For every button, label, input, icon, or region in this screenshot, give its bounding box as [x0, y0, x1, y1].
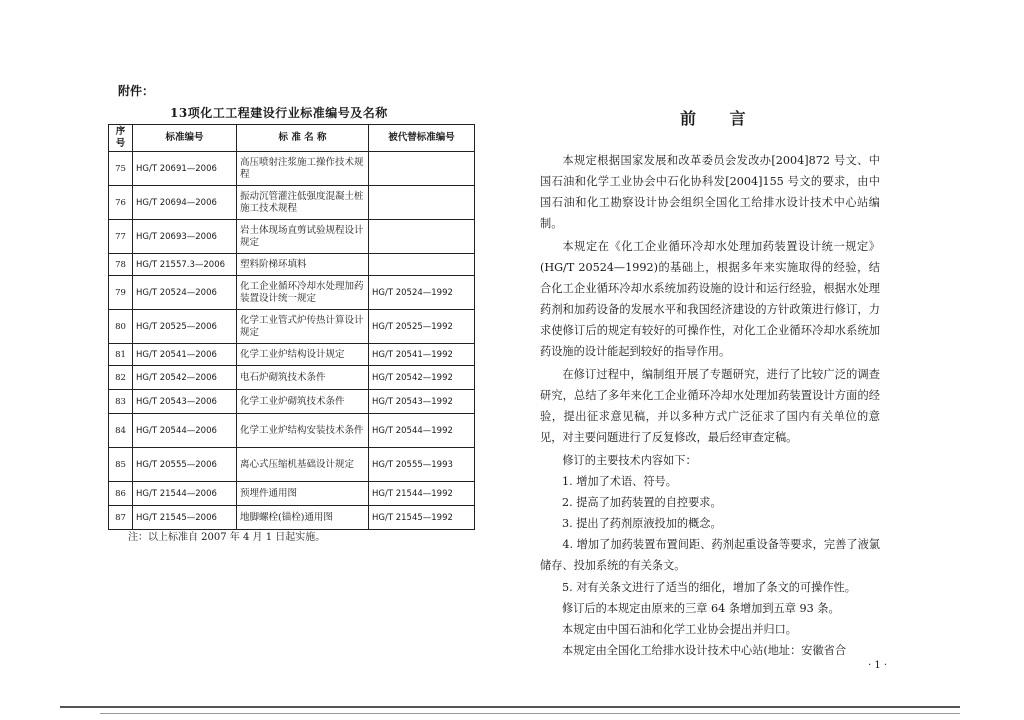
bottom-divider-thin	[100, 713, 960, 714]
table-row	[109, 448, 475, 482]
table-row	[109, 344, 475, 366]
row-no: 85	[109, 448, 133, 482]
row-name: 岩土体现场直剪试验规程设计规定	[237, 220, 369, 254]
row-old: HG/T 20525—1992	[369, 310, 475, 344]
row-old: HG/T 20555—1993	[369, 448, 475, 482]
page-number: · 1 ·	[868, 660, 888, 671]
row-no: 75	[109, 152, 133, 186]
preface-paragraph-2: 本规定在《化工企业循环冷却水处理加药装置设计统一规定》(HG/T 20524—1992)的基础上，根据多年来实施取得的经验，结合化工企业循环冷却水系统加药设施的设计和运行经验，根据水处理药剂和加药设备的发展水平和我国经济建设的方针政策进行修订，力求使修订后的规定有较好的可操作性，对化工企业循环冷却水系统加药设施的设计能起到较好的指导作用。	[540, 240, 880, 358]
row-code: HG/T 20693—2006	[133, 220, 237, 254]
row-name: 塑料阶梯环填料	[237, 254, 369, 276]
row-name: 高压喷射注浆施工操作技术规程	[237, 152, 369, 186]
revision-item-5: 5. 对有关条文进行了适当的细化，增加了条文的可操作性。	[562, 581, 856, 594]
table-row	[109, 390, 475, 414]
row-no: 82	[109, 366, 133, 390]
row-code: HG/T 21557.3—2006	[133, 254, 237, 276]
row-old: HG/T 20541—1992	[369, 344, 475, 366]
table-row	[109, 186, 475, 220]
revision-item-3: 3. 提出了药剂原液投加的概念。	[562, 517, 722, 530]
row-no: 78	[109, 254, 133, 276]
header-name: 标 准 名 称	[237, 125, 369, 152]
row-no: 87	[109, 506, 133, 530]
row-old	[369, 186, 475, 220]
row-old: HG/T 21544—1992	[369, 482, 475, 506]
row-code: HG/T 20541—2006	[133, 344, 237, 366]
row-code: HG/T 20694—2006	[133, 186, 237, 220]
row-name: 地脚螺栓(锚栓)通用图	[237, 506, 369, 530]
table-header-row	[109, 125, 475, 152]
row-name: 化学工业炉结构设计规定	[237, 344, 369, 366]
header-no: 序号	[109, 125, 133, 152]
row-name: 化工企业循环冷却水处理加药装置设计统一规定	[237, 276, 369, 310]
table-row	[109, 254, 475, 276]
row-no: 81	[109, 344, 133, 366]
row-name: 电石炉砌筑技术条件	[237, 366, 369, 390]
bottom-divider	[60, 706, 960, 708]
table-row	[109, 482, 475, 506]
row-code: HG/T 20555—2006	[133, 448, 237, 482]
row-no: 80	[109, 310, 133, 344]
table-row	[109, 506, 475, 530]
revision-item-1: 1. 增加了术语、符号。	[562, 475, 677, 488]
row-name: 预埋件通用图	[237, 482, 369, 506]
preface-paragraph-3: 在修订过程中，编制组开展了专题研究，进行了比较广泛的调查研究，总结了多年来化工企业循环冷却水处理加药装置设计方面的经验，提出征求意见稿，并以多种方式广泛征求了国内有关单位的意见，对主要问题进行了反复修改，最后经审查定稿。	[540, 368, 880, 444]
left-page	[0, 0, 500, 720]
row-old: HG/T 21545—1992	[369, 506, 475, 530]
preface-heading: 前 言	[680, 109, 760, 128]
preface-paragraph-1: 本规定根据国家发展和改革委员会发改办[2004]872 号文、中国石油和化学工业协会中石化协科发[2004]155 号文的要求，由中国石油和化工勘察设计协会组织全国化工给排水设计技术中心站编制。	[540, 154, 880, 230]
row-no: 86	[109, 482, 133, 506]
row-code: HG/T 20691—2006	[133, 152, 237, 186]
table-row	[109, 310, 475, 344]
row-old	[369, 220, 475, 254]
revision-item-2: 2. 提高了加药装置的自控要求。	[562, 496, 722, 509]
table-row	[109, 276, 475, 310]
row-no: 76	[109, 186, 133, 220]
row-name: 振动沉管灌注低强度混凝土桩施工技术规程	[237, 186, 369, 220]
standards-table	[108, 124, 475, 530]
row-name: 离心式压缩机基础设计规定	[237, 448, 369, 482]
table-row	[109, 414, 475, 448]
row-name: 化学工业管式炉传热计算设计规定	[237, 310, 369, 344]
row-old: HG/T 20544—1992	[369, 414, 475, 448]
preface-paragraph-4: 修订的主要技术内容如下：	[562, 454, 697, 467]
row-code: HG/T 20544—2006	[133, 414, 237, 448]
table-row	[109, 220, 475, 254]
row-code: HG/T 21544—2006	[133, 482, 237, 506]
row-name: 化学工业炉砌筑技术条件	[237, 390, 369, 414]
row-no: 83	[109, 390, 133, 414]
row-old: HG/T 20543—1992	[369, 390, 475, 414]
table-note: 注：以上标准自 2007 年 4 月 1 日起实施。	[128, 532, 326, 543]
header-code: 标准编号	[133, 125, 237, 152]
preface-paragraph-7: 本规定由全国化工给排水设计技术中心站(地址：安徽省合	[562, 644, 847, 657]
row-no: 79	[109, 276, 133, 310]
row-code: HG/T 20543—2006	[133, 390, 237, 414]
row-old: HG/T 20524—1992	[369, 276, 475, 310]
row-no: 77	[109, 220, 133, 254]
row-code: HG/T 20542—2006	[133, 366, 237, 390]
header-old: 被代替标准编号	[369, 125, 475, 152]
row-name: 化学工业炉结构安装技术条件	[237, 414, 369, 448]
table-row	[109, 152, 475, 186]
table-row	[109, 366, 475, 390]
row-old	[369, 152, 475, 186]
row-code: HG/T 20524—2006	[133, 276, 237, 310]
preface-paragraph-5: 修订后的本规定由原来的三章 64 条增加到五章 93 条。	[562, 602, 840, 615]
preface-paragraph-6: 本规定由中国石油和化学工业协会提出并归口。	[562, 623, 797, 636]
row-code: HG/T 20525—2006	[133, 310, 237, 344]
row-no: 84	[109, 414, 133, 448]
row-code: HG/T 21545—2006	[133, 506, 237, 530]
attachment-label: 附件：	[118, 84, 155, 98]
table-title: 13项化工工程建设行业标准编号及名称	[170, 106, 388, 120]
revision-item-4: 4. 增加了加药装置布置间距、药剂起重设备等要求，完善了液氯储存、投加系统的有关条文。	[540, 538, 880, 572]
row-old: HG/T 20542—1992	[369, 366, 475, 390]
row-old	[369, 254, 475, 276]
